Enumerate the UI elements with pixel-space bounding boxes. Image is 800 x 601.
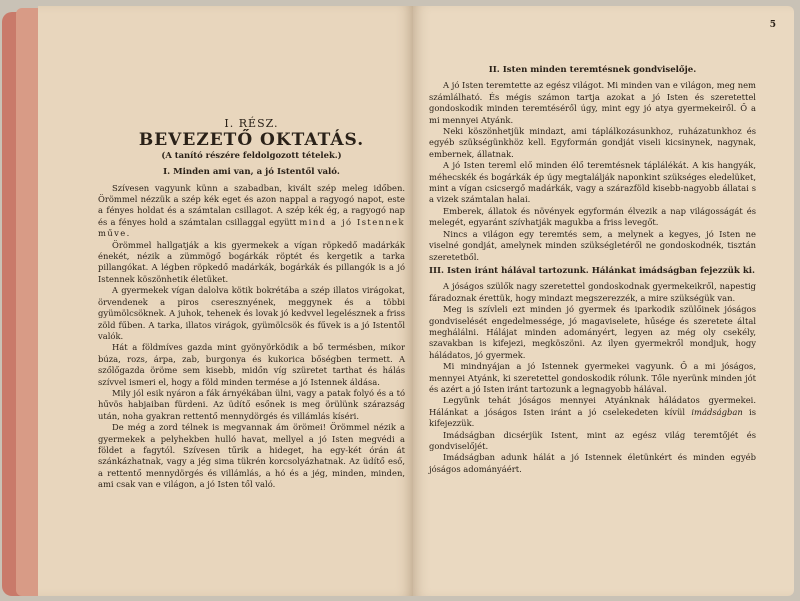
chapter-title: BEVEZETŐ OKTATÁS.	[138, 130, 365, 151]
paragraph-text: Legyünk tehát jóságos mennyei Atyánknak háládatos gyermekei. Hálánkat a jóságos Isten iránt a jó cselekedeten kívül	[429, 395, 756, 417]
chapter-subtitle: (A tanító részére feldolgozott tételek.)	[161, 149, 342, 160]
paragraph: A jó Isten tereml elő minden élő teremtésnek táplálékát. A kis hangyák, méhecskék és bogárkák ép úgy megtalálják naponkint szükséges eledelüket, mint a vígan csicsergő madárkák, vagy a szárazföld kisebb-nagyobb állatai s a vizek számtalan halai.	[429, 160, 756, 205]
right-page	[413, 6, 794, 596]
page-number: 5	[769, 20, 776, 30]
paragraph: Imádságban adunk hálát a jó Istennek életünkért és minden egyéb jóságos adományáért.	[429, 452, 756, 474]
paragraph: A gyermekek vígan dalolva kötik bokrétába a szép illatos virágokat, örvendenek a piros cseresznyének, meggynek és a többi gyümölcsöknek. A juhok, tehenek és lovak jó kedvvel legelésznek a friss zöld fűben. A tarka, illatos virágok, gyümölcsök és fűvek is a jó Istentől valók.	[98, 285, 405, 341]
booklet	[2, 2, 798, 599]
paragraph: Neki köszönhetjük mindazt, ami táplálkozásunkhoz, ruházatunkhoz és egyéb szükségünkhöz kell. Egyformán gondját viseli kicsinynek, nagynak, embernek, állatnak.	[429, 126, 756, 159]
paragraph: Emberek, állatok és növények egyformán élvezik a nap világosságát és melegét, egyaránt szívhatják magukba a friss levegőt.	[429, 205, 756, 228]
paragraph: De még a zord télnek is megvannak ám örömei! Örömmel nézik a gyermekek a pelyhekben hulló havat, mellyel a jó Isten megvédi a földet a fagytól. Szívesen tűrik a hideget, ha egy-két órán át szánkázhatnak, vagy a jég sima tükrén korcsolyázhatnak. Az üdítő eső, a rettentő mennydörgés és villámlás, a hó és a jég, minden, minden, ami csak van e világon, a jó Isten től való.	[98, 422, 405, 490]
section-heading-1: I. Minden ami van, a jó Istentől való.	[163, 167, 340, 178]
left-page	[38, 6, 413, 596]
emphasis-text: mind a jó Istennek műve.	[98, 216, 405, 239]
left-text-column	[98, 118, 405, 491]
paragraph: Hát a földmíves gazda mint gyönyörködik a bő termésben, mikor búza, rozs, árpa, zab, burgonya és kukorica bőségben termett. A szőlőgazda öröme sem kisebb, midőn víg szüretet tarthat és hálás szívvel ismeri el, hogy a föld minden termése a jó Istennek áldása.	[98, 342, 405, 387]
paragraph: Imádságban dicsérjük Istent, mint az egész világ teremtőjét és gondviselőjét.	[429, 429, 756, 451]
section-heading-2: II. Isten minden teremtésnek gondviselője.	[488, 65, 697, 75]
paragraph-text: Szívesen vagyunk künn a szabadban, kivált szép meleg időben. Örömmel nézzük a szép kék eget és azon nappal a ragyogó napot, este a fényes holdat és a számtalan csillagot. A szép kék ég, a ragyogó nap és a fényes hold a számtalan csillaggal együtt	[98, 182, 405, 227]
paragraph: Nincs a világon egy teremtés sem, a melynek a kegyes, jó Isten ne viselné gondját, amelynek minden szükségletéről ne gondoskodnék, tisztán szeretetből.	[429, 228, 756, 262]
paragraph	[98, 183, 405, 240]
right-text-column	[429, 62, 756, 475]
paragraph: Örömmel hallgatják a kis gyermekek a vígan röpkedő madárkák énekét, nézik a zümmögő bogárkák röptét és kergetik a tarka pillangókat. A légben röpkedő madárkák, bogárkák és pillangók is a jó Istennek köszönhetik életüket.	[98, 239, 405, 284]
paragraph: Mi mindnyájan a jó Istennek gyermekei vagyunk. Ő a mi jóságos, mennyei Atyánk, ki szeretettel gondoskodik rólunk. Tőle nyerünk minden jót és azért a jó Isten iránt tartozunk a legnagyobb hálával.	[429, 361, 756, 394]
part-label: I. RÉSZ.	[224, 117, 279, 130]
section-heading-3: III. Isten iránt hálával tartozunk. Hálánkat imádságban fejezzük ki.	[429, 265, 756, 276]
paragraph: Meg is szívleli ezt minden jó gyermek és iparkodik szülőinek jóságos gondviselését engedelmessége, jó magaviselete, hűsége és szeretete által meghálálni. Hálájat minden adományért, legyen az még oly csekély, szavakban is kifejezi, megköszöni. Az ilyen gyermekről mondjuk, hogy háládatos, jó gyermek.	[429, 304, 756, 360]
emphasis-italic: imádságban	[691, 406, 743, 417]
paragraph: A jóságos szülők nagy szeretettel gondoskodnak gyermekeikről, napestig fáradoznak érettük, hogy mindazt megszerezzék, a mire szükségük van.	[429, 281, 756, 303]
paragraph: A jó Isten teremtette az egész világot. Mi minden van e világon, meg nem számlálható. És mégis számon tartja azokat a jó Isten és szeretettel gondoskodik minden teremtéséről úgy, mint egy jó atya gyermekeiről. Ő a mi mennyei Atyánk.	[429, 80, 756, 125]
paragraph	[429, 395, 756, 429]
paragraph: Mily jól esik nyáron a fák árnyékában ülni, vagy a patak folyó és a tó hűvös habjaiban fürdeni. Az üdítő esőnek is meg örülünk szárazság után, noha gyakran rettentő mennydörgés és villámlás kíséri.	[98, 387, 405, 421]
paragraph-text: is kifejezzük.	[429, 406, 756, 429]
